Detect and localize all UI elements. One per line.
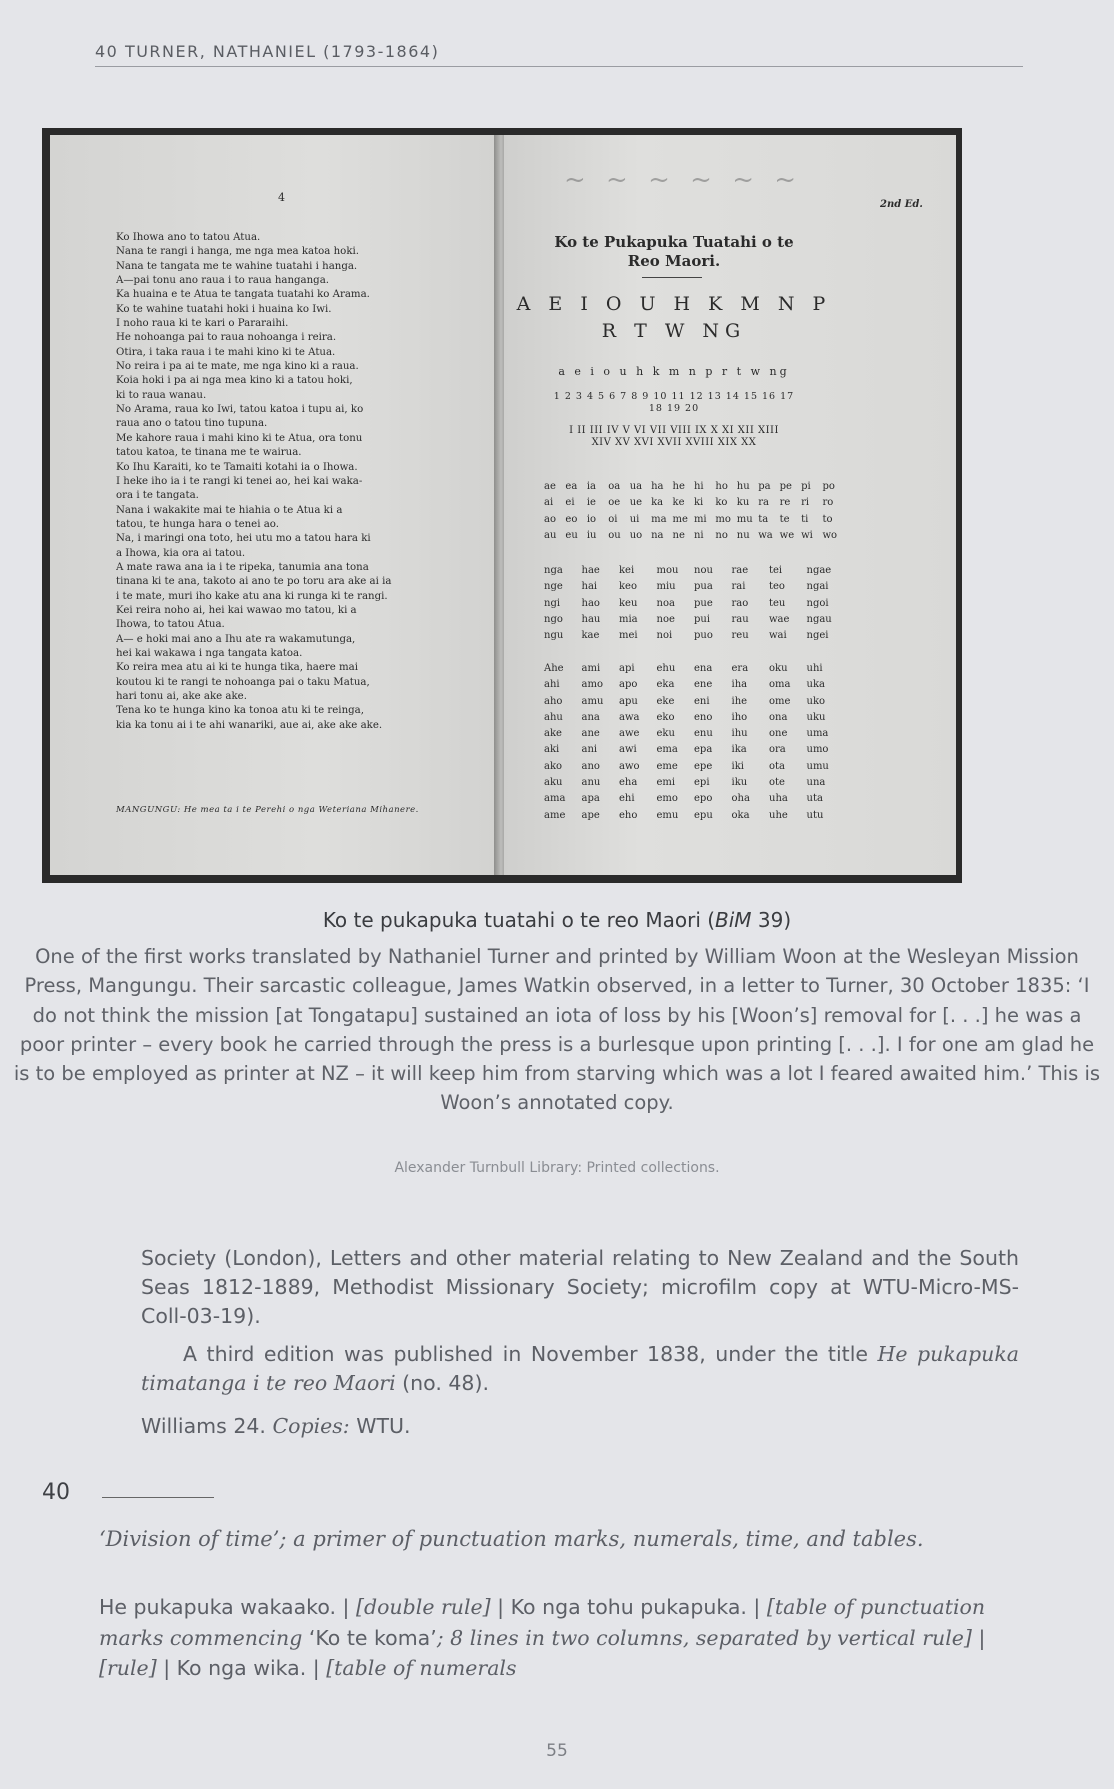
syllable-cell: wi [801,529,813,541]
syllable-cell: eke [656,695,675,707]
body-paragraph-3: Williams 24. Copies: WTU. [141,1414,411,1438]
syllable-cell: miu [656,581,676,593]
left-page-line: i te mate, muri iho kake atu ana ki runga ki te rangi. [116,590,388,602]
syllable-cell: hao [581,597,600,609]
syllable-cell: hau [581,613,601,625]
syllable-row [544,775,844,791]
syllable-cell: uha [769,793,788,805]
syllable-cell: rau [731,613,749,625]
syllable-cell: ni [693,529,704,541]
syllable-cell: uku [806,711,826,723]
syllable-cell: ua [629,481,643,492]
left-page-line: Otira, i taka raua i te mahi kino ki te Atua. [116,346,336,358]
syllable-cell: iku [731,777,748,789]
syllable-cell: ngoi [806,597,829,609]
capital-letters-line2: R T W NG [601,320,747,342]
syllable-cell: ano [581,760,600,772]
syllable-cell: ika [731,744,747,756]
syllable-cell: ako [544,760,563,772]
syllable-row [544,808,844,824]
handwritten-annotation: ~ ~ ~ ~ ~ ~ [564,165,803,195]
syllable-cell: eko [656,711,675,723]
syllable-cell: rae [731,565,749,576]
syllable-cell: ome [769,695,791,707]
entry-rule [102,1497,214,1498]
syllable-cell: noi [656,630,673,642]
syllable-cell: ke [672,497,685,509]
left-page-line: hei kai wakawa i nga tangata katoa. [116,647,303,659]
left-page-line: raua ano o tatou tino tupuna. [116,418,268,430]
syllable-cell: to [822,513,833,525]
left-page-line: Na, i maringi ona toto, hei utu mo a tatou hara ki [116,533,371,545]
syllable-cell: ei [565,497,575,509]
syllable-cell: epe [694,760,713,772]
syllable-cell: eo [565,513,578,525]
syllable-cell: ema [656,744,678,756]
syllable-cell: mu [736,513,753,525]
left-page-line: Ko te wahine tuatahi hoki i huaina ko Iwi. [116,303,332,315]
left-page-line: I heke iho ia i te rangi ki tenei ao, hei kai waka- [116,475,363,487]
syllable-cell: tei [769,565,783,576]
syllable-cell: me [672,513,688,525]
syllable-cell: io [586,513,597,525]
entry-title: ‘Division of time’; a primer of punctuation marks, numerals, time, and tables. [99,1527,924,1551]
syllable-cell: amu [581,695,604,707]
syllable-cell: ama [544,793,566,805]
syllable-cell: Ahe [544,663,564,674]
syllable-cell: ngae [806,565,832,576]
caption-title: Ko te pukapuka tuatahi o te reo Maori (BiM 39) [322,908,792,932]
syllable-cell: mei [619,630,638,642]
left-page-line: Ko reira mea atu ai ki te hunga tika, haere mai [116,662,359,674]
syllable-cell: uko [806,695,826,707]
syllable-cell: ona [769,711,788,723]
left-page-line: Ka huaina e te Atua te tangata tuatahi ko Arama. [116,289,370,301]
left-page-line: koutou ki te rangi te nohoanga pai o taku Matua, [116,676,370,688]
syllable-cell: uma [806,728,829,740]
syllable-cell: oha [731,793,750,805]
syllable-cell: uo [629,529,643,541]
syllable-cell: keu [619,597,638,609]
syllable-cell: ia [586,481,597,492]
left-page-line: Nana i wakakite mai te hiahia o te Atua ki a [116,504,343,516]
syllable-cell: ro [822,497,834,509]
syllable-cell: no [715,529,728,541]
syllable-cell: eku [656,728,675,740]
page-number: 55 [546,1741,568,1761]
syllable-cell: ie [586,497,596,509]
syllable-cell: ku [736,497,750,509]
syllable-cell: po [822,481,835,492]
syllable-cell: ape [581,809,600,821]
syllable-cell: pi [801,481,811,492]
syllable-cell: ehu [656,663,676,674]
left-page-line: Kei reira noho ai, hei kai wawao mo tatou, ki a [116,604,357,616]
left-page-line: tatou, te hunga hara o tenei ao. [116,518,279,530]
syllable-cell: pui [694,613,711,625]
left-page-line: Nana te tangata me te wahine tuatahi i hanga. [116,260,358,272]
syllable-cell: ngu [544,630,564,642]
left-page-line: Tena ko te hunga kino ka tonoa atu ki te reinga, [116,705,364,717]
syllable-cell: ao [544,513,556,525]
syllable-cell: iho [731,711,748,723]
left-page-line: kia ka tonu ai i te ahi wanariki, aue ai, ake ake ake. [116,719,383,731]
syllable-cell: awi [619,744,637,756]
syllable-row [544,742,844,758]
syllable-row [544,512,844,528]
syllable-row [544,710,844,726]
syllable-cell: wae [769,613,790,625]
syllable-cell: au [544,529,557,541]
capital-letters-line1: A E I O U H K M N P [516,293,832,315]
syllable-row [544,495,844,511]
left-page-line: Koia hoki i pa ai nga mea kino ki a tatou hoki, [116,375,353,387]
syllable-cell: eno [694,711,713,723]
syllable-cell: epi [694,777,710,789]
syllable-cell: ti [801,513,809,525]
left-page-line: A mate rawa ana ia i te ripeka, tanumia ana tona [116,561,369,573]
syllable-cell: mo [715,513,731,525]
syllable-cell: aho [544,695,563,707]
arabic-numerals-line1: 1 2 3 4 5 6 7 8 9 10 11 12 13 14 15 16 17 [553,391,795,402]
syllable-cell: pue [694,597,713,609]
syllable-cell: ri [801,497,810,509]
syllable-cell: umu [806,760,829,772]
syllable-cell: nou [694,565,713,576]
header-rule [95,66,1023,67]
left-page-line: ki to raua wanau. [116,389,207,401]
lowercase-letters: a e i o u h k m n p r t w ng [558,365,790,378]
syllable-cell: ani [581,744,598,756]
syllable-cell: ma [651,513,667,525]
left-page-line: Nana te rangi i hanga, me nga mea katoa hoki. [116,246,359,258]
syllable-cell: puo [694,630,713,642]
syllable-cell: uka [806,679,825,691]
syllable-cell: rao [731,597,749,609]
syllable-cell: oe [608,497,621,509]
entry-description: He pukapuka wakaako. | [double rule] | Ko nga tohu pukapuka. | [table of punctuation marks commencing ‘Ko te koma’; 8 lines in two columns, separated by vertical rule] | [rule] | Ko nga wika. | [table of numerals [99,1595,986,1680]
syllable-row [544,677,844,693]
syllable-cell: anu [581,777,601,789]
syllable-cell: ko [715,497,728,509]
syllable-cell: ehi [619,793,635,805]
syllable-cell: we [779,529,795,541]
syllable-cell: teu [769,597,786,609]
syllable-cell: keo [619,581,637,593]
left-page-line: Me kahore raua i mahi kino ki te Atua, ora tonu [116,432,363,444]
left-page-line: ora i te tangata. [116,490,199,502]
syllable-cell: teo [769,581,785,593]
syllable-cell: wa [758,529,773,541]
caption-body: One of the first works translated by Nathaniel Turner and printed by William Woon at the Wesleyan Mission Press, Mangungu. Their sarcastic colleague, James Watkin observed, in a letter to Turner, 30 October 1835: ‘I do not think the mission [at Tongatapu] sustained an iota of loss by his [Woon’s] removal for [. . .] he was a poor printer – every book he carried through the press is a burlesque upon printing [. . .]. I for one am glad he is to be employed as printer at NZ – it will keep him from starving which was a lot I feared awaited him.’ This is Woon’s annotated copy. [13,945,1101,1115]
syllable-cell: iki [731,760,744,772]
left-page-line: Ihowa, to tatou Atua. [116,619,225,631]
syllable-cell: awa [619,711,640,723]
left-page-line: No Arama, raua ko Iwi, tatou katoa i tupu ai, ko [116,404,364,416]
syllable-cell: he [672,481,685,492]
syllable-cell: ake [544,728,562,740]
title-rule [642,277,702,278]
syllable-cell: re [779,497,791,509]
syllable-cell: hi [693,481,704,492]
syllable-cell: oku [769,663,788,674]
syllable-cell: hu [736,481,750,492]
syllable-row [544,528,844,544]
syllable-cell: ea [565,481,578,492]
facsimile-left-page [50,135,500,875]
left-page-line: a Ihowa, kia ora ai tatou. [116,547,246,559]
syllable-cell: nge [544,581,563,593]
syllable-cell: epu [694,809,713,821]
syllable-cell: ui [629,513,640,525]
left-page-line: tatou katoa, te tinana me te wairua. [116,447,302,459]
syllable-cell: oma [769,679,791,691]
syllable-cell: eu [565,529,578,541]
syllable-cell: iu [586,529,597,541]
left-page-line: I noho raua ki te kari o Pararaihi. [116,318,289,330]
syllable-cell: apo [619,679,638,691]
syllable-cell: ana [581,711,600,723]
syllable-cell: pa [758,481,771,492]
left-page-line: A— e hoki mai ano a Ihu ate ra wakamutunga, [116,633,356,645]
left-page-line: He nohoanga pai to raua nohoanga i reira. [116,332,337,344]
syllable-cell: epa [694,744,713,756]
syllable-cell: eme [656,760,678,772]
syllable-row [544,694,844,710]
syllable-cell: ha [651,481,664,492]
syllable-row [544,479,844,495]
syllable-row [544,628,844,644]
syllable-cell: apu [619,695,638,707]
syllable-cell: pua [694,581,713,593]
syllable-cell: ahi [544,679,560,691]
syllable-cell: ne [672,529,685,541]
syllable-cell: mou [656,565,679,576]
syllable-row [544,579,844,595]
syllable-row [544,759,844,775]
roman-numerals-line2: XIV XV XVI XVII XVIII XIX XX [591,437,757,448]
syllable-cell: ue [629,497,643,509]
syllable-table-words [544,661,844,824]
left-page-line: Ko Ihu Karaiti, ko te Tamaiti kotahi ia o Ihowa. [116,461,358,473]
syllable-cell: ihu [731,728,748,740]
syllable-cell: uta [806,793,823,805]
syllable-cell: utu [806,809,824,821]
syllable-cell: eka [656,679,675,691]
syllable-cell: ngi [544,597,561,609]
syllable-cell: ngo [544,613,563,625]
edition-note: 2nd Ed. [880,199,923,210]
syllable-cell: epo [694,793,713,805]
syllable-cell: one [769,728,788,740]
syllable-cell: ki [693,497,704,509]
syllable-cell: oa [608,481,621,492]
syllable-cell: wai [769,630,787,642]
left-page-line: tinana ki te ana, takoto ai ano te po toru ara ake ai ia [116,576,392,588]
syllable-cell: apa [581,793,600,805]
syllable-cell: ae [544,481,556,492]
body-paragraph-2: A third edition was published in November 1838, under the title He pukapuka timatanga i te reo Maori (no. 48). [141,1342,1019,1395]
syllable-cell: noa [656,597,675,609]
syllable-cell: ihe [731,695,748,707]
syllable-cell: ngau [806,613,832,625]
syllable-cell: ra [758,497,769,509]
syllable-cell: nu [736,529,750,541]
syllable-cell: te [779,513,790,525]
syllable-cell: ote [769,777,785,789]
syllable-cell: awo [619,760,640,772]
syllable-cell: ta [758,513,769,525]
syllable-cell: uhi [806,663,823,674]
left-page-line: Ko Ihowa ano to tatou Atua. [116,232,261,243]
syllable-cell: era [731,663,749,674]
syllable-cell: ota [769,760,786,772]
syllable-cell: emo [656,793,678,805]
entry-number: 40 [42,1480,70,1505]
syllable-cell: hae [581,565,600,576]
primer-title: Ko te Pukapuka Tuatahi o te Reo Maori. [554,233,794,270]
syllable-cell: oka [731,809,750,821]
syllable-row [544,596,844,612]
syllable-row [544,661,844,677]
syllable-row [544,726,844,742]
syllable-cell: ene [694,679,713,691]
syllable-cell: aku [544,777,563,789]
syllable-cell: eni [694,695,710,707]
syllable-cell: mia [619,613,638,625]
syllable-cell: noe [656,613,675,625]
syllable-cell: enu [694,728,713,740]
syllable-table-vowels [544,479,844,544]
syllable-cell: rai [731,581,746,593]
syllable-cell: iha [731,679,748,691]
facsimile-right-page [504,135,956,875]
syllable-cell: nga [544,565,563,576]
syllable-row [544,563,844,579]
roman-numerals-line1: I II III IV V VI VII VIII IX X XI XII XIII [569,425,779,436]
body-paragraph-1: Society (London), Letters and other material relating to New Zealand and the South Seas 1812-1889, Methodist Missionary Society; microfilm copy at WTU-Micro-MS-Coll-03-19). [141,1246,1019,1328]
syllable-cell: emi [656,777,676,789]
syllable-cell: kei [619,565,635,576]
left-page-line: hari tonu ai, ake ake ake. [116,691,247,702]
syllable-cell: amo [581,679,603,691]
syllable-cell: ho [715,481,728,492]
syllable-cell: api [619,663,635,674]
left-page-number: 4 [278,191,285,204]
syllable-cell: ka [651,497,664,509]
syllable-cell: ai [544,497,554,509]
facsimile-photo [42,128,962,883]
left-page-line: A—pai tonu ano raua i to raua hanganga. [116,275,330,287]
syllable-cell: ami [581,663,601,674]
syllable-cell: uhe [769,809,788,821]
syllable-cell: una [806,777,826,789]
syllable-cell: ane [581,728,600,740]
syllable-cell: umo [806,744,829,756]
syllable-cell: ngei [806,630,829,642]
syllable-cell: ora [769,744,786,756]
syllable-cell: oi [608,513,618,525]
syllable-cell: wo [822,529,838,541]
syllable-cell: eho [619,809,638,821]
arabic-numerals-line2: 18 19 20 [648,403,700,414]
left-page-text [116,231,446,733]
syllable-cell: aki [544,744,560,756]
syllable-cell: emu [656,809,679,821]
running-header: 40 TURNER, NATHANIEL (1793-1864) [95,42,440,61]
syllable-cell: hai [581,581,598,593]
syllable-row [544,612,844,628]
caption-credit: Alexander Turnbull Library: Printed collections. [394,1160,720,1176]
syllable-row [544,791,844,807]
left-page-line: No reira i pa ai te mate, me nga kino ki a raua. [116,361,359,373]
syllable-cell: na [651,529,664,541]
syllable-cell: ame [544,809,566,821]
syllable-cell: mi [693,513,707,525]
syllable-cell: reu [731,630,749,642]
syllable-table-triples [544,563,844,644]
syllable-cell: pe [779,481,792,492]
syllable-cell: ena [694,663,713,674]
syllable-cell: eha [619,777,638,789]
left-page-footer: MANGUNGU: He mea ta i te Perehi o nga Weteriana Mihanere. [116,805,419,815]
syllable-cell: ngai [806,581,829,593]
syllable-cell: awe [619,728,640,740]
syllable-cell: ahu [544,711,563,723]
syllable-cell: ou [608,529,621,541]
syllable-cell: kae [581,630,600,642]
